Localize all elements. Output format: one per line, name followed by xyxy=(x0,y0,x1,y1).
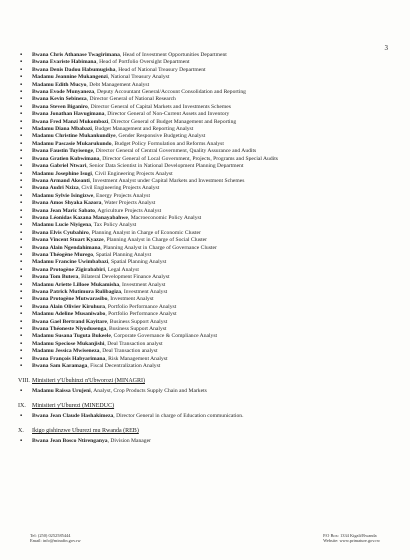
person-role: , Director General of Non-Current Assets and Inventory xyxy=(104,111,230,118)
person-name: Bwana Gratien Kubwimana xyxy=(32,155,100,162)
list-item xyxy=(18,296,388,303)
person-role: , Legal Analyst xyxy=(104,266,139,273)
person-name: Bwana Jonathan Havugimana xyxy=(32,111,105,118)
list-item xyxy=(18,237,388,244)
bullet-icon: ▪ xyxy=(20,59,23,66)
bullet-icon: ▪ xyxy=(20,155,23,162)
footer-contact xyxy=(30,533,81,544)
bullet-icon: ▪ xyxy=(20,118,23,125)
bullet-icon: ▪ xyxy=(20,185,23,192)
bullet-icon: ▪ xyxy=(20,89,23,96)
person-role: , Portfolio Performance Analyst xyxy=(105,311,177,318)
bullet-icon: ▪ xyxy=(20,244,23,251)
person-name: Bwana Fred Manzi Mukombozi xyxy=(32,118,109,125)
person-name: Madamu Lucie Niyigena xyxy=(32,222,92,229)
person-name: Madamu Francine Uwimbabazi xyxy=(32,259,109,266)
person-name: Bwana Elvis Cyubahiro xyxy=(32,229,89,236)
person-name: Bwana Protogène Mutwarasibo xyxy=(32,296,108,303)
person-name: Bwana Patrick Mutimura Rulibagiza xyxy=(32,289,122,295)
list-item xyxy=(18,333,388,340)
person-name: Bwana Gael Bertrand Kayitare xyxy=(32,318,107,325)
person-role: , Director General of Capital Markets and Investments Schemes xyxy=(87,103,231,110)
person-role: , Head of Investment Opportunities Department xyxy=(119,52,227,58)
bullet-icon: ▪ xyxy=(20,259,23,266)
person-name: Bwana Jean Bosco Ntirenganya xyxy=(32,438,108,445)
list-item xyxy=(18,252,388,259)
person-name: Bwana François Habyarimana xyxy=(32,355,106,362)
person-role: , Head of Portfolio Oversight Department xyxy=(96,59,190,66)
section-title: Minisiteri y'Uburezi (MINEDUC) xyxy=(32,403,115,410)
list-item xyxy=(18,208,388,215)
section-mineduc xyxy=(18,403,388,411)
footer-address xyxy=(323,533,380,544)
bullet-icon: ▪ xyxy=(20,413,23,420)
person-name: Madamu Speciose Mukanjishi xyxy=(32,340,105,347)
list-item xyxy=(18,163,388,170)
bullet-icon: ▪ xyxy=(20,251,23,258)
bullet-icon: ▪ xyxy=(20,318,23,325)
bullet-icon: ▪ xyxy=(20,229,23,236)
group-reb xyxy=(18,438,388,445)
bullet-icon: ▪ xyxy=(20,274,23,281)
bullet-icon: ▪ xyxy=(20,266,23,273)
person-role: , Planning Analyst in Charge of Social Cluster xyxy=(103,237,208,244)
bullet-icon: ▪ xyxy=(20,222,23,229)
person-name: Bwana Théoneste Niyodusenga xyxy=(32,326,107,333)
list-item xyxy=(18,274,388,281)
person-role: , Investment Analyst xyxy=(107,296,154,303)
list-item xyxy=(18,200,388,207)
person-role: , Budget Policy Formulation and Reforms Analyst xyxy=(111,140,224,147)
person-name: Madamu Susana Tuguta Bukeele xyxy=(32,333,111,340)
list-item xyxy=(18,363,388,370)
bullet-icon: ▪ xyxy=(20,96,23,103)
list-item xyxy=(18,282,388,289)
person-name: Bwana Léonidas Kazana Manayabahwe xyxy=(32,214,128,221)
person-role: , Tax Policy Analyst xyxy=(91,222,137,229)
person-name: Bwana Alain Olivier Kiruhura xyxy=(32,303,106,310)
person-name: Madamu Ariette Lilloee Mukamisha xyxy=(32,281,120,288)
person-role: , Director General of Local Government, Projects, Programs and Special Audits xyxy=(99,155,278,162)
bullet-icon: ▪ xyxy=(20,163,23,170)
person-name: Madamu Sylvie Isingizwe xyxy=(32,192,94,199)
person-role: , Director General of Central Government, Quality Assurance and Audits xyxy=(92,148,257,155)
person-role: , Planning Analyst in Charge of Governance Cluster xyxy=(100,244,217,251)
list-item xyxy=(18,348,388,355)
person-name: Madamu Josephine Isugi xyxy=(32,170,92,177)
person-role: , Spatial Planning Analyst xyxy=(108,259,167,266)
person-role: , Energy Projects Analyst xyxy=(93,192,150,199)
person-name: Madamu Diana Mbabazi xyxy=(32,126,92,133)
list-item xyxy=(18,289,388,296)
person-name: Madamu Pascasie Mukarukundo xyxy=(32,140,112,147)
section-number: X. xyxy=(18,428,24,435)
bullet-icon: ▪ xyxy=(20,281,23,288)
bullet-icon: ▪ xyxy=(20,363,23,370)
person-name: Bwana Denis Dadou Habumugisha xyxy=(32,66,116,73)
person-name: Bwana Tom Butera xyxy=(32,274,79,281)
person-name: Bwana Théogène Murego xyxy=(32,251,94,258)
list-item xyxy=(18,178,388,185)
list-item xyxy=(18,215,388,222)
person-role: , Business Support Analyst xyxy=(106,318,168,325)
bullet-icon: ▪ xyxy=(20,303,23,310)
bullet-icon: ▪ xyxy=(20,133,23,140)
person-role: , Fiscal Decentralization Analyst xyxy=(87,363,161,370)
bullet-icon: ▪ xyxy=(20,296,23,303)
person-role: , Civil Engineering Projects Analyst xyxy=(92,170,173,177)
list-item xyxy=(18,341,388,348)
section-title: Minisiteri y'Ubuhinzi n'Ubworozi (MINAGRI) xyxy=(32,378,145,385)
person-role: , Director General in charge of Education communication. xyxy=(113,413,244,420)
footer-pobox: P.O Box: 1334 Kigali/Rwanda xyxy=(323,533,377,538)
bullet-icon: ▪ xyxy=(20,388,23,395)
person-name: Bwana Jean Maric Sabato xyxy=(32,207,95,214)
section-number: IX. xyxy=(18,403,26,410)
person-role: , Bilateral Development Finance Analyst xyxy=(78,274,170,281)
bullet-icon: ▪ xyxy=(20,52,23,58)
person-name: Bwana Protogène Zigirababiri xyxy=(32,266,105,273)
list-item xyxy=(18,222,388,229)
person-role: , Deal Transaction analyst xyxy=(104,340,163,347)
list-item xyxy=(18,67,388,74)
person-role: , Risk Management Analyst xyxy=(105,355,168,362)
person-name: Bwana Jean Claude Hashakimeza xyxy=(32,413,114,420)
person-name: Bwana Vincent Stuart Kyazze xyxy=(32,237,104,244)
list-item xyxy=(18,413,388,420)
person-name: Bwana Audri Nziza xyxy=(32,185,79,192)
person-name: Bwana Evariste Habimana xyxy=(32,59,97,66)
person-role: , Division Manager xyxy=(107,438,151,445)
bullet-icon: ▪ xyxy=(20,207,23,214)
person-name: Madamu Adeline Musaniwabo xyxy=(32,311,106,318)
person-name: Bwana Kevin Sebineza xyxy=(32,96,87,103)
person-role: , Water Projects Analyst xyxy=(101,200,156,207)
list-item xyxy=(18,59,388,66)
bullet-icon: ▪ xyxy=(20,326,23,333)
person-role: , Portfolio Performance Analyst xyxy=(105,303,177,310)
person-name: Bwana Armand Akeanti xyxy=(32,177,90,184)
person-name: Bwana Amos Shyaka Kazora xyxy=(32,200,102,207)
person-role: , Corporate Governance & Compliance Analyst xyxy=(110,333,218,340)
list-item xyxy=(18,96,388,103)
person-role: , Planning Analyst in Charge of Economic Cluster xyxy=(88,229,201,236)
bullet-icon: ▪ xyxy=(20,140,23,147)
list-item xyxy=(18,259,388,266)
page-number: 3 xyxy=(384,44,388,52)
person-name: Madamu Christine Mukankundiye xyxy=(32,133,116,140)
list-item xyxy=(18,319,388,326)
person-role: , Debt Management Analyst xyxy=(86,81,150,88)
bullet-icon: ▪ xyxy=(20,214,23,221)
person-role: , Analyst, Crop Products Supply Chain and Markets xyxy=(90,388,207,395)
footer-tel: Tel: (250) 0252585444 xyxy=(30,533,71,538)
person-name: Bwana Gabriel Ntwari xyxy=(32,163,87,170)
list-item xyxy=(18,438,388,445)
list-item xyxy=(18,133,388,140)
list-item xyxy=(18,111,388,118)
list-item xyxy=(18,326,388,333)
person-name: Bwana Evode Munyaneza xyxy=(32,89,95,96)
footer-website: Website: www.primature.gov.rw xyxy=(323,538,380,544)
list-item xyxy=(18,156,388,163)
person-name: Madamu Jeannine Mukangenzi xyxy=(32,74,108,81)
person-role: , Deputy Accountant General/Account Consolidation and Reporting xyxy=(94,89,246,96)
list-item xyxy=(18,267,388,274)
list-item xyxy=(18,193,388,200)
bullet-icon: ▪ xyxy=(20,126,23,133)
bullet-icon: ▪ xyxy=(20,170,23,177)
person-name: Madamu Raissa Urujeni xyxy=(32,388,91,395)
section-minagri xyxy=(18,378,388,386)
section-reb xyxy=(18,428,388,436)
list-item xyxy=(18,185,388,192)
person-role: , Spatial Planning Analyst xyxy=(93,251,152,258)
person-role: , Director General of National Research xyxy=(86,96,176,103)
person-name: Bwana Alain Ngendahimana xyxy=(32,244,101,251)
section-title: Ikigo gishinzwe Uburezi mu Rwanda (REB) xyxy=(32,428,139,435)
bullet-icon: ▪ xyxy=(20,177,23,184)
bullet-icon: ▪ xyxy=(20,355,23,362)
person-role: , Civil Engineering Projects Analyst xyxy=(78,185,160,192)
bullet-icon: ▪ xyxy=(20,148,23,155)
person-name: Madamu Edith Mucyo xyxy=(32,81,87,88)
person-role: , Agriculture Projects Analyst xyxy=(94,207,162,214)
bullet-icon: ▪ xyxy=(20,348,23,355)
list-item xyxy=(18,245,388,252)
list-item xyxy=(18,356,388,363)
bullet-icon: ▪ xyxy=(20,66,23,73)
person-name: Bwana Faustin Tuyisenge xyxy=(32,148,93,155)
bullet-icon: ▪ xyxy=(20,289,23,295)
person-name: Madamu Jessica Mwiseneza xyxy=(32,348,100,355)
appointment-list xyxy=(18,52,388,445)
bullet-icon: ▪ xyxy=(20,311,23,318)
bullet-icon: ▪ xyxy=(20,74,23,81)
person-role: , National Treasury Analyst xyxy=(107,74,170,81)
person-role: , Investment Analyst under Capital Markets and Investment Schemes xyxy=(89,177,245,184)
bullet-icon: ▪ xyxy=(20,340,23,347)
person-role: , Investment Analyst xyxy=(119,281,166,288)
person-name: Bwana Steven Biganiro xyxy=(32,103,88,110)
list-item xyxy=(18,82,388,89)
group-mineduc xyxy=(18,413,388,420)
list-item xyxy=(18,148,388,155)
list-item xyxy=(18,311,388,318)
footer-email: Email: info@minafin.gov.rw xyxy=(30,538,81,544)
list-item xyxy=(18,74,388,81)
bullet-icon: ▪ xyxy=(20,438,23,445)
list-item xyxy=(18,119,388,126)
bullet-icon: ▪ xyxy=(20,111,23,118)
person-role: , Macroeconomic Policy Analyst xyxy=(127,214,202,221)
person-name: Bwana Chris Athanase Twagirimana xyxy=(32,52,120,58)
person-role: , Gender Responsive Budgeting Analyst xyxy=(115,133,206,140)
person-role: , Head of National Treasury Department xyxy=(115,66,206,73)
person-role: , Budget Management and Reporting Analyst xyxy=(91,126,194,133)
person-role: , Deal Transaction analyst xyxy=(99,348,158,355)
list-item xyxy=(18,171,388,178)
list-item xyxy=(18,388,388,395)
bullet-icon: ▪ xyxy=(20,192,23,199)
person-role: , Senior Data Scientist in National Development Planning Department xyxy=(86,163,244,170)
bullet-icon: ▪ xyxy=(20,81,23,88)
person-role: , Business Support Analyst xyxy=(106,326,167,333)
section-number: VIII. xyxy=(18,378,30,385)
person-name: Bwana Sam Karamaga xyxy=(32,363,88,370)
group-minagri xyxy=(18,388,388,395)
list-item xyxy=(18,126,388,133)
bullet-icon: ▪ xyxy=(20,200,23,207)
person-role: , Director General of Budget Management and Reporting xyxy=(108,118,237,125)
bullet-icon: ▪ xyxy=(20,333,23,340)
group-minecofin xyxy=(18,52,388,370)
person-role: , Investment Analyst xyxy=(121,289,168,295)
bullet-icon: ▪ xyxy=(20,237,23,244)
bullet-icon: ▪ xyxy=(20,103,23,110)
